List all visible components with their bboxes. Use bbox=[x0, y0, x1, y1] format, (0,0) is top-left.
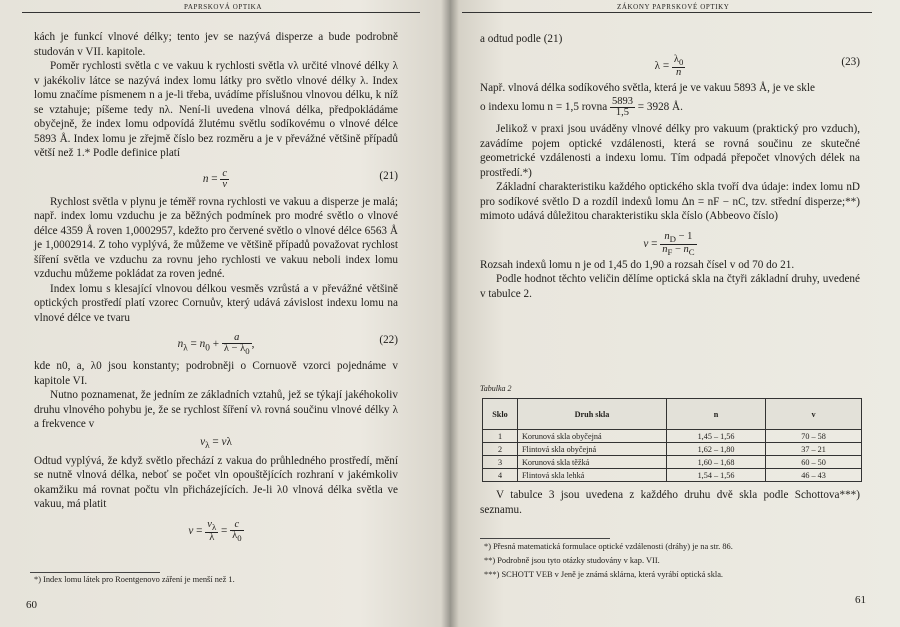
footnote: *) Přesná matematická formulace optické vzdálenosti (dráhy) je na str. 86. bbox=[484, 542, 733, 551]
running-header: PAPRSKOVÁ OPTIKA bbox=[184, 3, 262, 11]
paragraph: Rozsah indexů lomu n je od 1,45 do 1,90 a rozsah čísel v od 70 do 21. bbox=[480, 258, 795, 271]
table-cell: 1 bbox=[483, 430, 518, 443]
running-header: ZÁKONY PAPRSKOVÉ OPTIKY bbox=[617, 3, 730, 11]
table-cell: 1,62 – 1,80 bbox=[667, 443, 766, 456]
header-rule bbox=[462, 12, 872, 13]
paragraph: V tabulce 3 jsou uvedena z každého druhu dvě skla podle Schottova***) seznamu. bbox=[480, 489, 860, 516]
calc-line bbox=[480, 97, 860, 118]
calc-text: o indexu lomu n = 1,5 rovna bbox=[480, 101, 608, 114]
table-cell: Korunová skla obyčejná bbox=[518, 430, 667, 443]
glass-table bbox=[482, 398, 862, 482]
left-body bbox=[34, 30, 398, 546]
paragraph: kách je funkcí vlnové délky; tento jev se nazývá disperze a bude podrobně studován v VII. kapitole. bbox=[34, 31, 398, 58]
paragraph: Index lomu s klesající vlnovou délkou vesměs vzrůstá a v převážné většině optických prostředí platí vzorec Cornuův, který udává závislost indexu lomu na vlnové délce ve tvaru bbox=[34, 282, 398, 324]
col-header: n bbox=[667, 399, 766, 430]
table-cell: 1,54 – 1,56 bbox=[667, 469, 766, 482]
right-body bbox=[480, 32, 860, 301]
table-cell: Flintová skla obyčejná bbox=[518, 443, 667, 456]
equation-21 bbox=[34, 167, 398, 189]
equation-number: (23) bbox=[841, 55, 860, 68]
table-cell: Flintová skla lehká bbox=[518, 469, 667, 482]
col-header: Druh skla bbox=[518, 399, 667, 430]
equation-formula: n = $\frac{c}{v}$ bbox=[202, 167, 228, 190]
equation-formula: λ = $\frac{\lambda_0}{n}$ bbox=[654, 53, 684, 78]
page-number: 61 bbox=[855, 594, 866, 606]
footnote-rule bbox=[30, 572, 160, 573]
table-cell: 2 bbox=[483, 443, 518, 456]
equation-23 bbox=[480, 53, 860, 78]
col-header: Sklo bbox=[483, 399, 518, 430]
paragraph: Jelikož v praxi jsou uváděny vlnové délky pro vakuum (praktický pro vzduch), zavádíme pojem optické vzdálenosti, která se rovná součinu ze skutečné geometrické vzdálenosti a indexu lomu. Tím odpadá přepočet vlnových délek na prostředí.*) bbox=[480, 123, 860, 179]
equation-formula: $n_\lambda = n_0$ + $\frac{a}{\lambda - \lambda_0}$ , bbox=[177, 332, 255, 357]
paragraph: Poměr rychlosti světla c ve vakuu k rychlosti světla vλ určité vlnové délky λ v jakékoliv látce se nazývá index lomu látky pro světlo vlnové délky λ. Index lomu značíme písmenem n a je-li třeba, uvádíme příslušnou vlnovou délku, k níž se vztahuje; píšeme tedy nλ. Není-li uvedena vlnová délka, předpokládáme obyčejně, že index lomu odpovídá žlutému světlu sodíkovému o vlnové délce 5893 Å. Index lomu je zřejmě číslo bez rozměru a je v převážné většině případů větší než 1.* Podle definice platí bbox=[34, 60, 398, 159]
paragraph: Podle hodnot těchto veličin dělíme optická skla na čtyři základní druhy, uvedené v tabulce 2. bbox=[480, 273, 860, 300]
equation-abbe bbox=[480, 230, 860, 257]
paragraph: kde n0, a, λ0 jsou konstanty; podrobněji o Cornuově vzorci pojednáme v kapitole VI. bbox=[34, 360, 398, 387]
table-row bbox=[483, 443, 862, 456]
equation-22 bbox=[34, 331, 398, 357]
footnote: *) Index lomu látek pro Roentgenovo záření je menší než 1. bbox=[34, 575, 235, 584]
table-header-row bbox=[483, 399, 862, 430]
calc-result: = 3928 Å. bbox=[637, 101, 683, 114]
calc-fraction bbox=[610, 97, 635, 118]
book-gutter bbox=[441, 0, 459, 627]
col-header: v bbox=[766, 399, 862, 430]
page-number: 60 bbox=[26, 599, 37, 611]
equation-number: (21) bbox=[379, 169, 398, 182]
equation-formula: v = $\frac{v_\lambda}{\lambda}$ = $\frac{c}{\lambda_0}$ bbox=[188, 518, 242, 543]
equation-ratio bbox=[34, 518, 398, 543]
equation-formula: v = $\frac{n_D - 1}{n_F - n_C}$ bbox=[643, 230, 695, 257]
calc-numerator: 5893 bbox=[611, 96, 633, 107]
calc-denominator: 1,5 bbox=[615, 107, 630, 118]
equation-formula: $v_\lambda = v\lambda$ bbox=[200, 435, 232, 451]
table-row bbox=[483, 430, 862, 443]
table-cell: 60 – 50 bbox=[766, 456, 862, 469]
paragraph: Odtud vyplývá, že když světlo přechází z vakua do průhledného prostředí, mění se nutně vlnová délka, neboť se počet vln opouštějících rozhraní v jakémkoliv okamžiku má rovnat počtu vln přicházejících. Je-li λ0 vlnová délka světla ve vakuu, má platit bbox=[34, 454, 398, 510]
table-row bbox=[483, 469, 862, 482]
table-cell: 1,45 – 1,56 bbox=[667, 430, 766, 443]
header-rule bbox=[22, 12, 420, 13]
table-cell: 37 – 21 bbox=[766, 443, 862, 456]
paragraph: Základní charakteristiku každého optického skla tvoří dva údaje: index lomu nD pro sodíkové světlo D a rozdíl indexů lomu Δn = nF − nC, tzv. střední disperze;**) mimoto udává důležitou charakteristiku skla číslo (Abbeovo číslo) bbox=[480, 181, 860, 222]
equation-velocity bbox=[34, 435, 398, 451]
table-cell: 4 bbox=[483, 469, 518, 482]
footnote: **) Podrobně jsou tyto otázky studovány v kap. VII. bbox=[484, 556, 660, 565]
table-cell: Korunová skla těžká bbox=[518, 456, 667, 469]
footnote: ***) SCHOTT VEB v Jeně je známá sklárna, která vyrábí optická skla. bbox=[484, 570, 724, 579]
table-cell: 1,60 – 1,68 bbox=[667, 456, 766, 469]
table-row bbox=[483, 456, 862, 469]
table-cell: 46 – 43 bbox=[766, 469, 862, 482]
table-caption: Tabulka 2 bbox=[480, 384, 512, 393]
table-cell: 70 – 58 bbox=[766, 430, 862, 443]
paragraph: Rychlost světla v plynu je téměř rovna rychlosti ve vakuu a disperze je malá; např. index lomu vzduchu je za běžných podmínek pro modré světlo o vlnové délce 4359 Å roven 1,0002957, kdežto pro červené světlo o vlnové délce 6563 Å je 1,0002914. Z toho vyplývá, že můžeme ve většině případů považovat rychlost šíření světla ve vzduchu za rovnu jeho rychlosti ve vakuu neboli index lomu vzduchu můžeme pokládat za roven jedné. bbox=[34, 195, 398, 280]
paragraph: Např. vlnová délka sodíkového světla, která je ve vakuu 5893 Å, je ve skle bbox=[480, 81, 815, 94]
paragraph: Nutno poznamenat, že jedním ze základních vztahů, jež se týkají jakéhokoliv druhu vlnového pohybu je, že se rychlost šíření vλ rovná součinu vlnové délky λ a frekvence v bbox=[34, 389, 398, 430]
right-page bbox=[450, 0, 900, 627]
right-body-end bbox=[480, 488, 860, 517]
table-cell: 3 bbox=[483, 456, 518, 469]
equation-number: (22) bbox=[379, 334, 398, 346]
paragraph: a odtud podle (21) bbox=[480, 33, 563, 45]
footnote-rule bbox=[480, 538, 610, 539]
